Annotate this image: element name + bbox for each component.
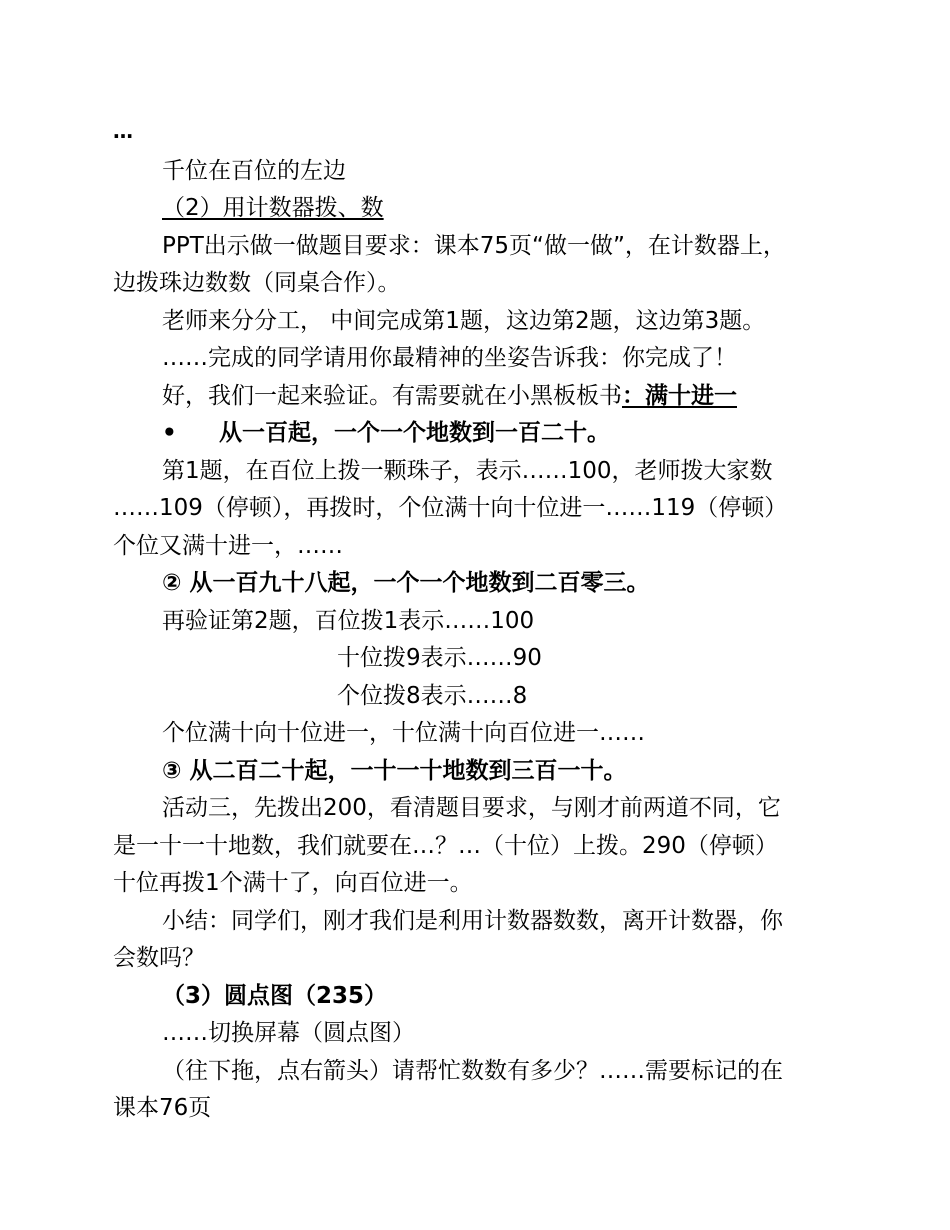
paragraph-line: （往下拖，点右箭头）请帮忙数数有多少？……需要标记的在 bbox=[162, 1058, 783, 1084]
blackboard-note: ：满十进一 bbox=[622, 383, 737, 409]
paragraph-line: 边拨珠边数数（同桌合作）。 bbox=[113, 270, 401, 296]
paragraph-line: ……109（停顿），再拨时，个位满十向十位进一……119（停顿） bbox=[113, 495, 788, 521]
task-heading-3: ③ 从二百二十起，一十一十地数到三百一十。 bbox=[162, 758, 627, 784]
task-heading-text: 从一百起，一个一个地数到一百二十。 bbox=[219, 420, 610, 446]
paragraph-line: PPT出示做一做题目要求：课本75页“做一做”，在计数器上， bbox=[162, 233, 786, 259]
paragraph-line: 再验证第2题，百位拨1表示……100 bbox=[162, 608, 535, 634]
paragraph-line: 十位拨9表示……90 bbox=[337, 645, 542, 671]
paragraph-line: 第1题，在百位上拨一颗珠子，表示……100，老师拨大家数 bbox=[162, 458, 773, 484]
paragraph-line: ……完成的同学请用你最精神的坐姿告诉我：你完成了！ bbox=[162, 345, 737, 371]
bullet-icon: • bbox=[162, 420, 177, 446]
paragraph-line: 个位又满十进一，…… bbox=[113, 533, 343, 559]
ellipsis-line: … bbox=[113, 119, 133, 143]
paragraph-line: 老师来分分工， 中间完成第1题，这边第2题，这边第3题。 bbox=[162, 308, 766, 334]
paragraph-line: 会数吗？ bbox=[113, 945, 205, 971]
section-heading-2: （2）用计数器拨、数 bbox=[162, 195, 384, 221]
paragraph-line: 个位拨8表示……8 bbox=[337, 683, 528, 709]
paragraph-line: ……切换屏幕（圆点图） bbox=[162, 1020, 415, 1046]
paragraph-line: 小结：同学们，刚才我们是利用计数器数数，离开计数器，你 bbox=[162, 908, 783, 934]
task-heading-1 bbox=[162, 415, 897, 451]
paragraph-line: 活动三，先拨出200，看清题目要求，与刚才前两道不同，它 bbox=[162, 795, 781, 821]
paragraph-line: 十位再拨1个满十了，向百位进一。 bbox=[113, 870, 473, 896]
task-heading-2: ② 从一百九十八起，一个一个地数到二百零三。 bbox=[162, 570, 650, 596]
paragraph-line: 是一十一十地数，我们就要在…？…（十位）上拨。290（停顿） bbox=[113, 833, 778, 859]
paragraph-line bbox=[162, 378, 897, 414]
section-heading-3: （3）圆点图（235） bbox=[162, 983, 388, 1009]
paragraph-line: 千位在百位的左边 bbox=[162, 158, 346, 184]
paragraph-line: 课本76页 bbox=[113, 1095, 212, 1121]
paragraph-line: 个位满十向十位进一，十位满十向百位进一…… bbox=[162, 720, 645, 746]
paragraph-text: 好，我们一起来验证。有需要就在小黑板板书 bbox=[162, 383, 622, 409]
